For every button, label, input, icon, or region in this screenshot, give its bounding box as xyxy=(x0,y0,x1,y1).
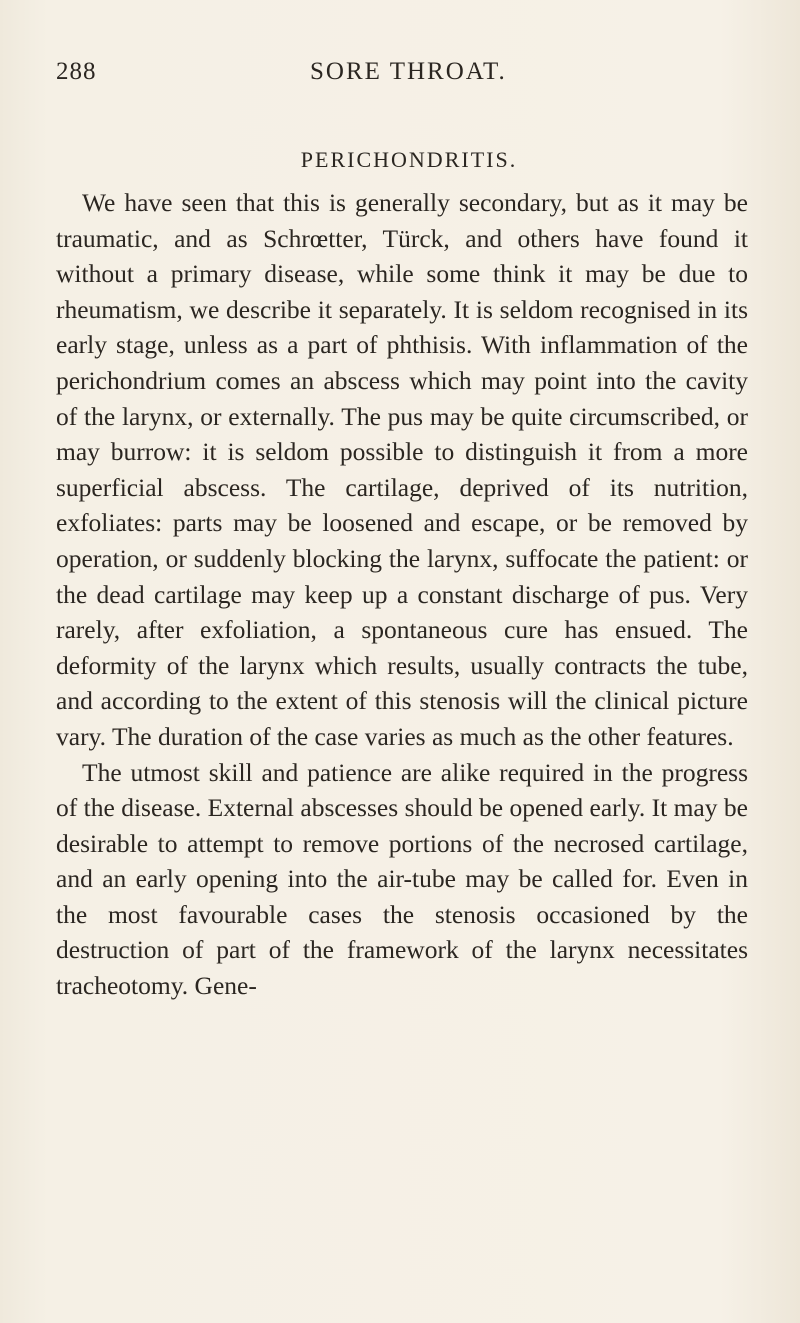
body-text xyxy=(56,185,748,1004)
section-title: PERICHONDRITIS. xyxy=(300,147,518,172)
paragraph: We have seen that this is generally secondary, but as it may be traumatic, and as Schrœtter, Türck, and others have found it without a primary disease, while some think it may be due to rheumatism, we describe it separately. It is seldom recognised in its early stage, unless as a part of phthisis. With inflammation of the perichondrium comes an abscess which may point into the cavity of the larynx, or externally. The pus may be quite circumscribed, or may burrow: it is seldom possible to distinguish it from a more superficial abscess. The cartilage, deprived of its nutrition, exfoliates: parts may be loosened and escape, or be removed by operation, or suddenly blocking the larynx, suffocate the patient: or the dead cartilage may keep up a constant discharge of pus. Very rarely, after exfoliation, a spontaneous cure has ensued. The deformity of the larynx which results, usually contracts the tube, and according to the extent of this stenosis will the clinical picture vary. The duration of the case varies as much as the other features. xyxy=(56,188,748,751)
page-number: 288 xyxy=(56,58,97,85)
running-head xyxy=(56,58,746,98)
running-title: SORE THROAT. xyxy=(310,58,507,85)
paragraph: The utmost skill and patience are alike required in the progress of the disease. External abscesses should be opened early. It may be desirable to attempt to remove portions of the necrosed cartilage, and an early opening into the air-tube may be called for. Even in the most favourable cases the stenosis occasioned by the destruction of part of the framework of the larynx necessitates tracheotomy. Gene- xyxy=(56,757,748,1001)
